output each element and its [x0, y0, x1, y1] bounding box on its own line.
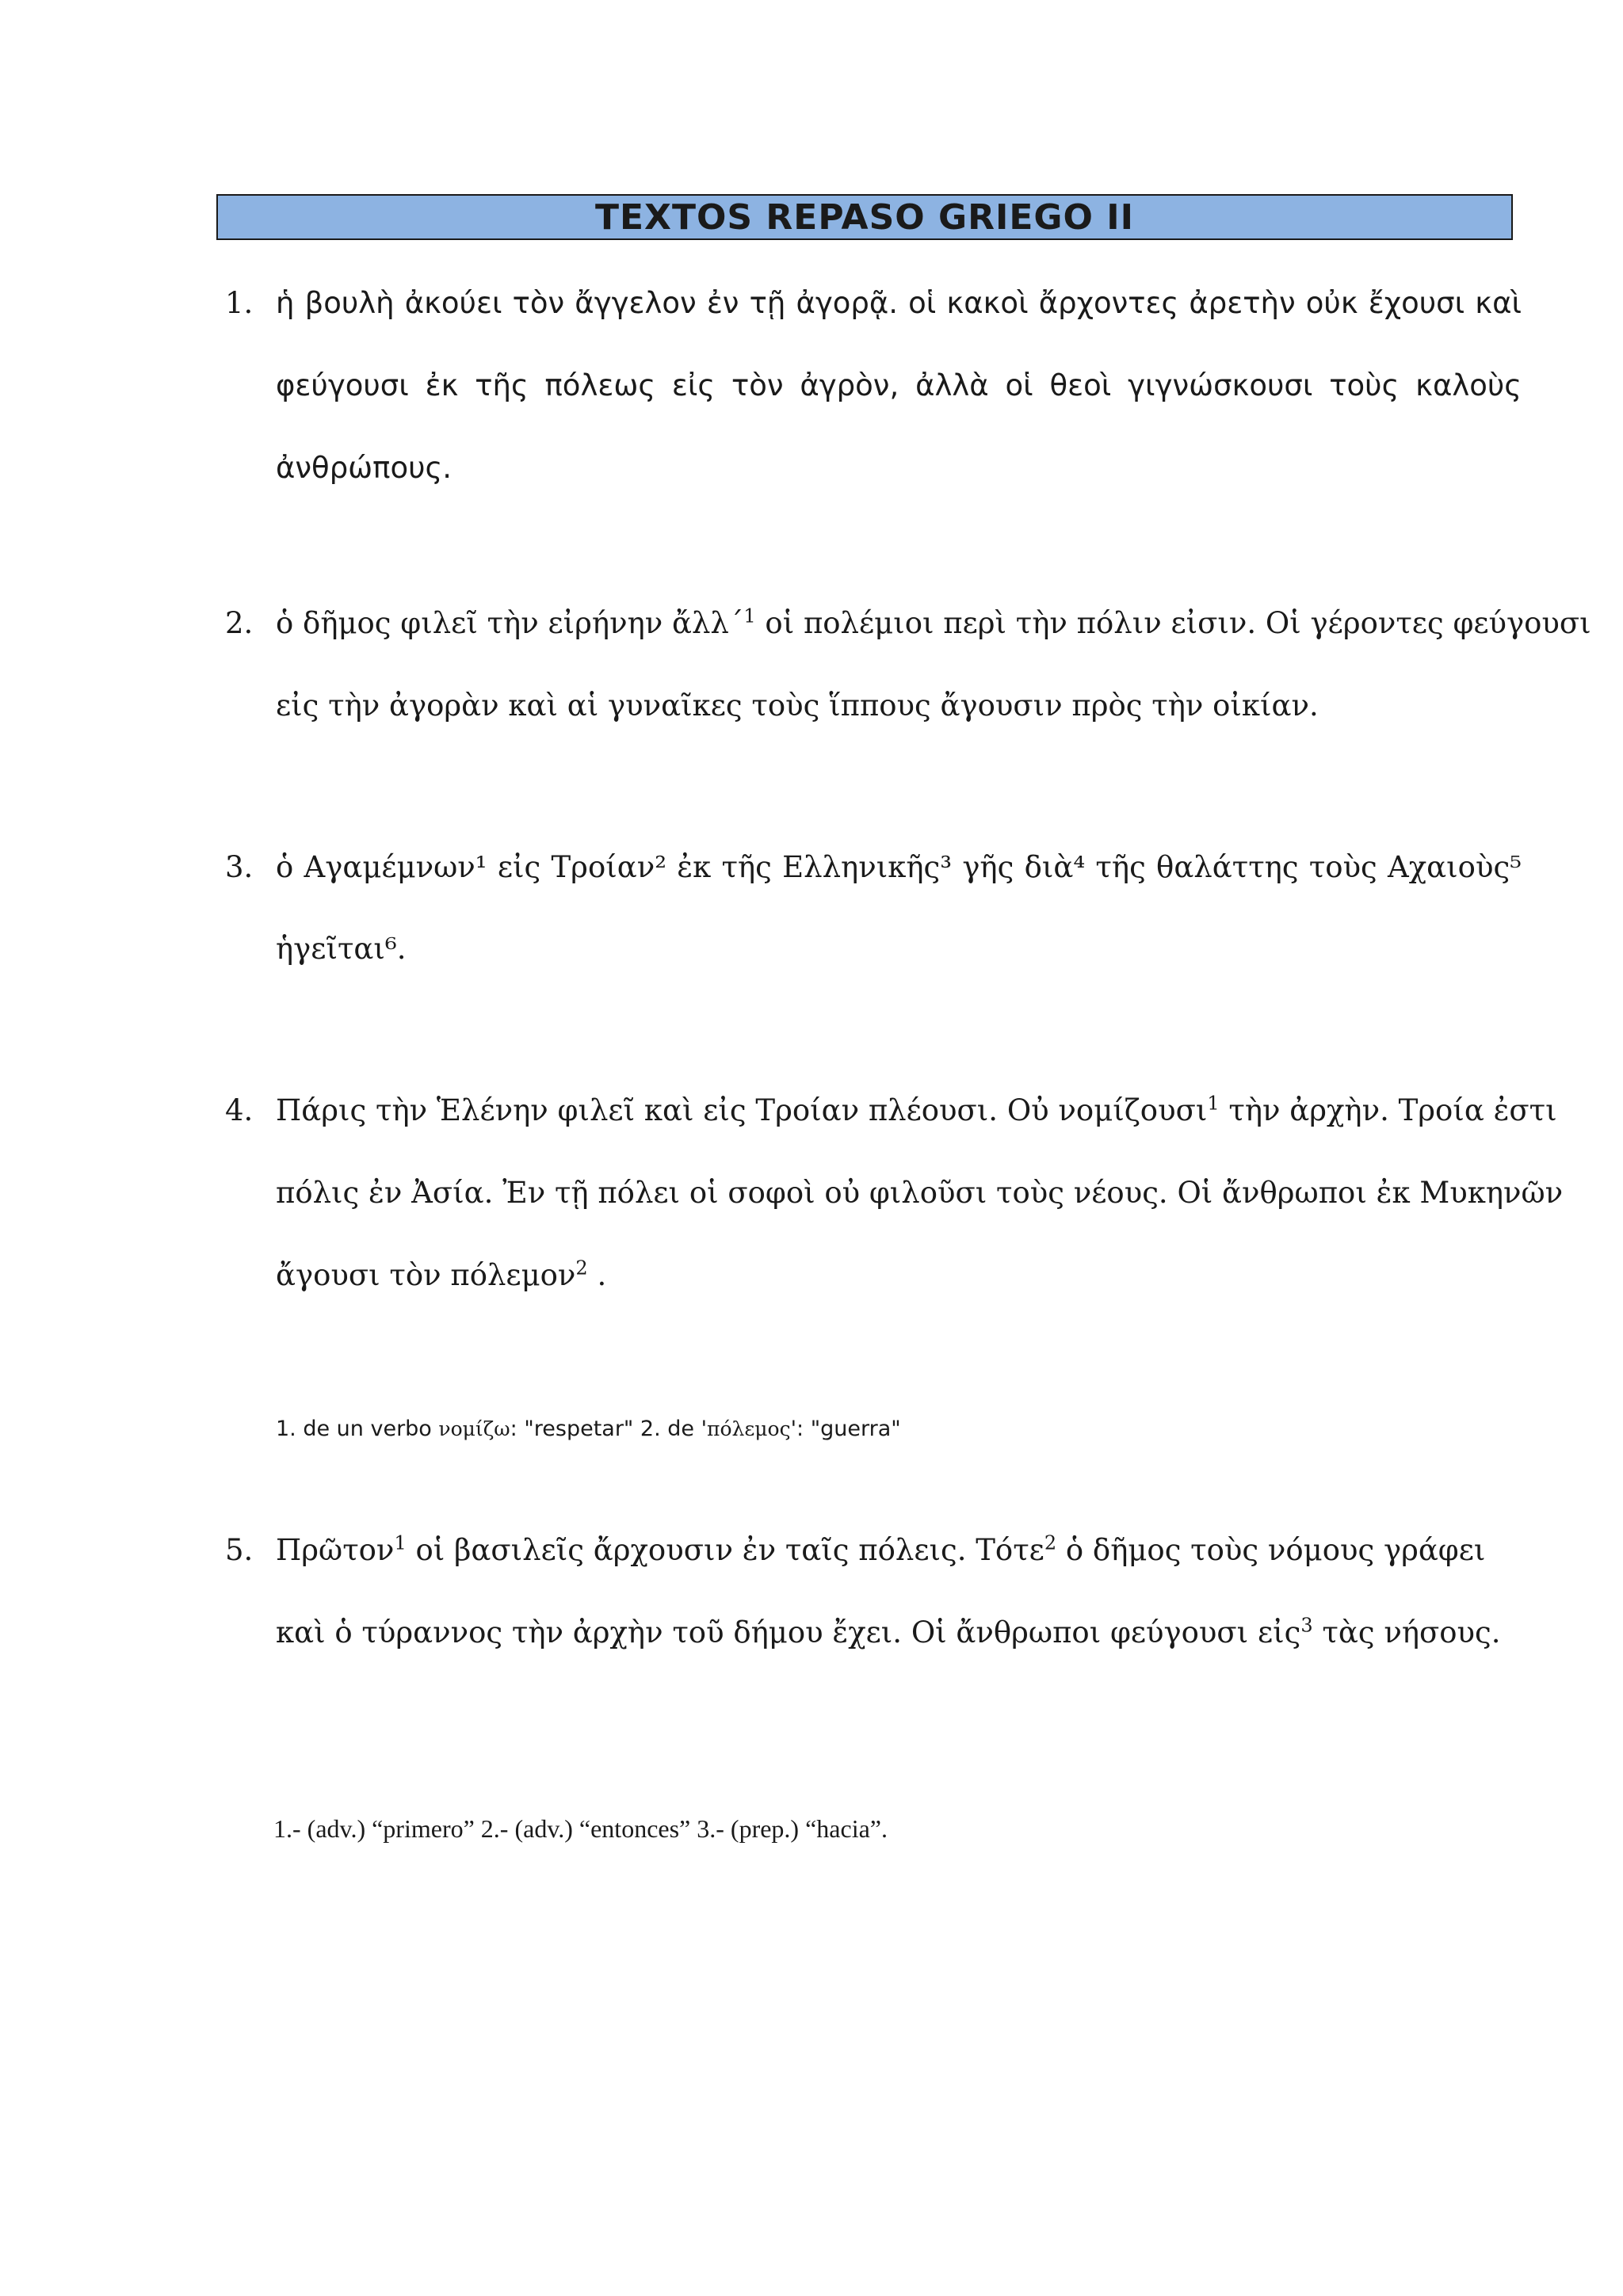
section-4-number: 4. — [225, 1093, 254, 1127]
section-2-line-1: ὁ δῆμος φιλεῖ τὴν εἰρήνην ἄλλ΄$^1$ οἱ πολέμιοι περὶ τὴν πόλιν εἰσιν. Οἱ γέροντες φεύγουσι — [276, 605, 1591, 640]
section-3-line-2: ἡγεῖται⁶. — [276, 932, 407, 966]
section-1-line-1: ἡ βουλὴ ἀκούει τὸν ἄγγελον ἐν τῇ ἀγορᾷ. οἱ κακοὶ ἄρχοντες ἀρετὴν οὐκ ἔχουσι καὶ — [276, 286, 1522, 320]
page-title: TEXTOS REPASO GRIEGO II — [594, 196, 1135, 238]
page-title-bar — [216, 194, 1513, 240]
section-5-number: 5. — [225, 1533, 254, 1567]
section-4-line-1: Πάρις τὴν Ἑλένην φιλεῖ καὶ εἰς Τροίαν πλέουσι. Οὐ νομίζουσι$^1$ τὴν ἀρχὴν. Τροία ἐστι — [276, 1092, 1557, 1127]
section-4-line-2: πόλις ἐν Ἀσία. Ἐν τῇ πόλει οἱ σοφοὶ οὐ φιλοῦσι τοὺς νέους. Οἱ ἄνθρωποι ἐκ Μυκηνῶν — [276, 1176, 1564, 1210]
section-2-line-2: εἰς τὴν ἀγορὰν καὶ αἱ γυναῖκες τοὺς ἵππους ἄγουσιν πρὸς τὴν οἰκίαν. — [276, 688, 1319, 723]
section-1-line-2: φεύγουσι ἐκ τῆς πόλεως εἰς τὸν ἀγρὸν, ἀλλὰ οἱ θεοὶ γιγνώσκουσι τοὺς καλοὺς — [276, 368, 1522, 402]
section-5-footnote: 1.- (adv.) “primero” 2.- (adv.) “entonces” 3.- (prep.) “hacia”. — [273, 1814, 888, 1843]
section-4-footnote: 1. de un verbo νομίζω: "respetar" 2. de 'πόλεμος': "guerra" — [276, 1417, 901, 1441]
section-3-line-1: ὁ Αγαμέμνων¹ εἰς Τροίαν² ἐκ τῆς Ελληνικῆς³ γῆς διὰ⁴ τῆς θαλάττης τοὺς Αχαιοὺς⁵ — [276, 850, 1522, 884]
section-2-number: 2. — [225, 606, 254, 640]
section-4-line-3: ἄγουσι τὸν πόλεμον$^2$ . — [276, 1257, 607, 1292]
section-5-line-2: καὶ ὁ τύραννος τὴν ἀρχὴν τοῦ δήμου ἔχει. Οἱ ἄνθρωποι φεύγουσι εἰς$^3$ τὰς νήσους. — [276, 1614, 1501, 1650]
section-1-line-3: ἀνθρώπους. — [276, 451, 452, 485]
section-3-number: 3. — [225, 850, 254, 884]
section-5-line-1: Πρῶτον$^1$ οἱ βασιλεῖς ἄρχουσιν ἐν ταῖς πόλεις. Τότε$^2$ ὁ δῆμος τοὺς νόμους γράφει — [276, 1531, 1486, 1567]
section-1-number: 1. — [225, 286, 254, 320]
